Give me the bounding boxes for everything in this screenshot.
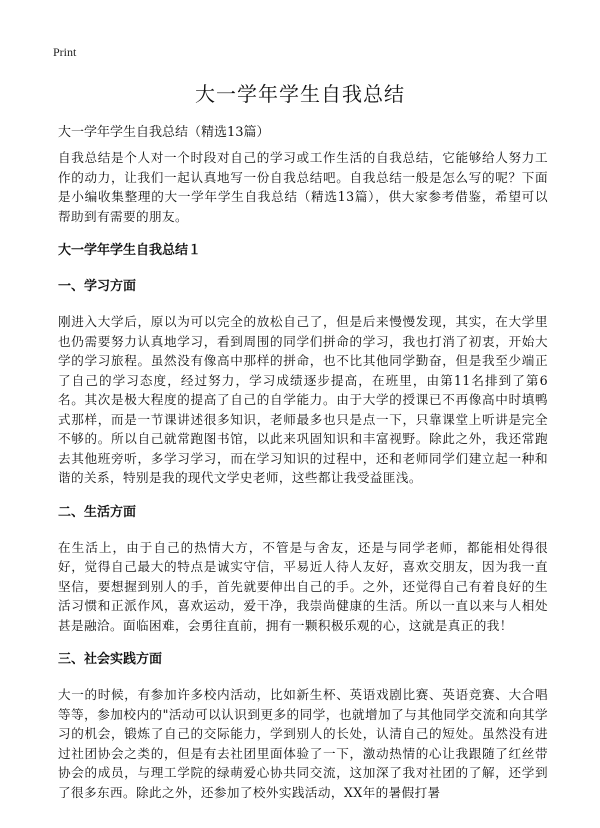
section-heading-life: 二、生活方面 (58, 504, 137, 520)
section-heading-practice: 三、社会实践方面 (58, 652, 163, 667)
section-heading-study: 一、学习方面 (58, 279, 137, 294)
document-subtitle: 大一学年学生自我总结（精选13篇） (58, 125, 270, 140)
essay-title: 大一学年学生自我总结１ (58, 243, 202, 258)
print-link[interactable]: Print (53, 45, 77, 59)
intro-paragraph: 自我总结是个人对一个时段对自己的学习或工作生活的自我总结，它能够给人努力工作的动力，让我们一起认真地写一份自我总结吧。自我总结一般是怎么写的呢？下面是小编收集整理的大一学年学生自我总结（精选13篇），供大家参考借鉴，希望可以帮助到有需要的朋友。 (58, 150, 548, 224)
section-paragraph-practice: 大一的时候，有参加许多校内活动，比如新生杯、英语戏剧比赛、英语竞赛、大合唱等等，参加校内的"活动可以认识到更多的同学，也就增加了与其他同学交流和向其学习的机会，锻炼了自己的交际能力，学到别人的长处，认清自己的短处。虽然没有进过社团协会之类的，但是有去社团里面体验了一下，激动热情的心让我跟随了红丝带协会的成员，与理工学院的绿萌爱心协共同交流，这加深了我对社团的了解，还学到了很多东西。除此之外，还参加了校外实践活动，XX年的暑假打暑 (58, 687, 548, 800)
section-paragraph-study: 刚进入大学后，原以为可以完全的放松自己了，但是后来慢慢发现，其实，在大学里也仍需要努力认真地学习，看到周围的同学们拼命的学习，我也打消了初衷，开始大学的学习旅程。虽然没有像高中那样的拼命，也不比其他同学勤奋，但是我至少端正了自己的学习态度，经过努力，学习成绩逐步提高，在班里，由第11名排到了第6名。其次是极大程度的提高了自己的自学能力。由于大学的授课已不再像高中时填鸭式那样，而是一节课讲述很多知识，老师最多也只是点一下，只靠课堂上听讲是完全不够的。所以自己就常跑图书馆，以此来巩固知识和丰富视野。除此之外，我还常跑去其他班旁听，多学习学习，而在学习知识的过程中，还和老师同学们建立起一种和谐的关系，特别是我的现代文学史老师，这些都让我受益匪浅。 (58, 314, 548, 485)
section-paragraph-life: 在生活上，由于自己的热情大方，不管是与舍友，还是与同学老师，都能相处得很好，觉得自己最大的特点是诚实守信，平易近人待人友好，喜欢交朋友，因为我一直坚信，要想握到别人的手，首先就要伸出自己的手。之外，还觉得自己有着良好的生活习惯和正派作风，喜欢运动，爱干净，我崇尚健康的生活。所以一直以来与人相处甚是融洽。面临困难，会勇往直前，拥有一颗积极乐观的心，这就是真正的我！ (58, 539, 548, 633)
document-body (58, 148, 548, 818)
page-title: 大一学年学生自我总结 (195, 82, 405, 106)
